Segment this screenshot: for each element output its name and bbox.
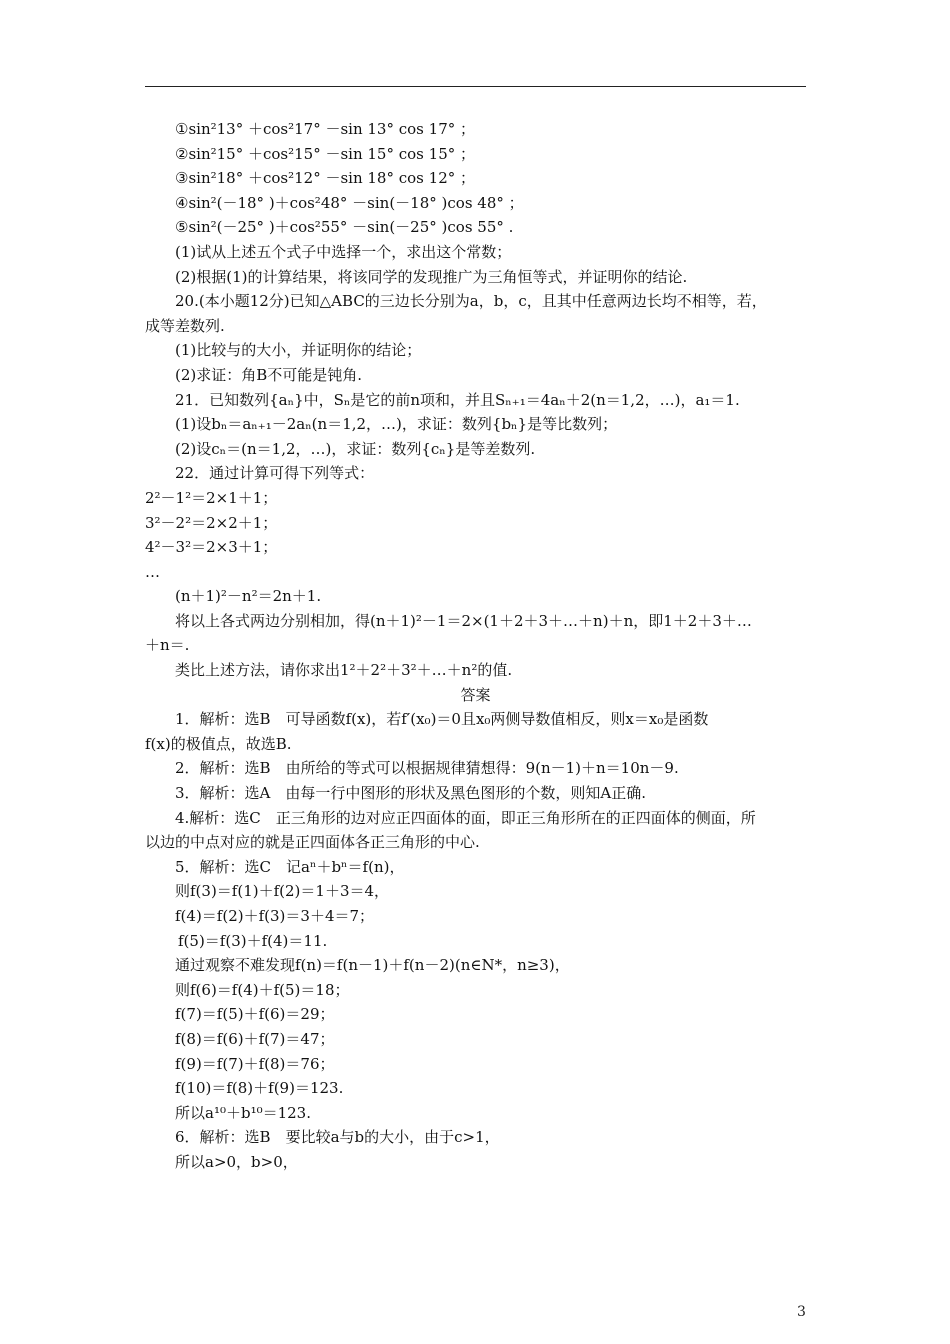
line-41: 所以a¹⁰＋b¹⁰＝123. xyxy=(175,1103,311,1122)
line-35: 通过观察不难发现f(n)＝f(n－1)＋f(n－2)(n∈N*，n≥3)， xyxy=(175,956,570,975)
line-5: ⑤sin²(－25° )＋cos²55° －sin(－25° )cos 55° . xyxy=(175,218,514,237)
line-16: 2²－1²＝2×1＋1； xyxy=(145,488,278,507)
line-4: ④sin²(－18° )＋cos²48° －sin(－18° )cos 48° ； xyxy=(175,193,524,212)
header-rule xyxy=(145,86,806,87)
line-33: f(4)＝f(2)＋f(3)＝3＋4＝7； xyxy=(175,907,375,925)
answers-heading: 答案 xyxy=(460,685,491,704)
line-23: 类比上述方法，请你求出1²＋2²＋3²＋…＋n²的值. xyxy=(175,661,513,680)
line-22: ＋n＝. xyxy=(145,636,190,655)
line-18: 4²－3²＝2×3＋1； xyxy=(145,538,278,557)
line-20: (n＋1)²－n²＝2n＋1. xyxy=(175,587,322,606)
line-10: (1)比较与的大小，并证明你的结论； xyxy=(175,341,422,360)
line-6: (1)试从上述五个式子中选择一个，求出这个常数； xyxy=(175,242,512,261)
problem-21-title: 21．已知数列{aₙ}中，Sₙ是它的前n项和，并且Sₙ₊₁＝4aₙ＋2(n＝1,2，…)，a₁＝1. xyxy=(175,390,740,409)
answer-3: 3．解析：选A 由每一行中图形的形状及黑色图形的个数，则知A正确. xyxy=(175,784,646,803)
line-2: ②sin²15° ＋cos²15° －sin 15° cos 15° ； xyxy=(175,144,476,163)
line-38: f(8)＝f(6)＋f(7)＝47； xyxy=(175,1029,335,1048)
answer-6: 6．解析：选B 要比较a与b的大小，由于c>1， xyxy=(175,1128,500,1147)
line-1: ①sin²13° ＋cos²17° －sin 13° cos 17° ； xyxy=(175,120,476,138)
line-3: ③sin²18° ＋cos²12° －sin 18° cos 12° ； xyxy=(175,169,476,188)
line-26: f(x)的极值点，故选B. xyxy=(145,734,292,753)
problem-22-title: 22．通过计算可得下列等式： xyxy=(175,464,375,483)
page-content xyxy=(145,117,806,1175)
line-7: (2)根据(1)的计算结果，将该同学的发现推广为三角恒等式，并证明你的结论. xyxy=(175,267,688,286)
line-40: f(10)＝f(8)＋f(9)＝123. xyxy=(175,1079,344,1098)
line-17: 3²－2²＝2×2＋1； xyxy=(145,513,278,532)
line-32: 则f(3)＝f(1)＋f(2)＝1＋3＝4， xyxy=(175,882,390,901)
line-11: (2)求证：角B不可能是钝角. xyxy=(175,365,363,384)
page-number: 3 xyxy=(797,1304,806,1320)
line-34: f(5)＝f(3)＋f(4)＝11. xyxy=(178,931,328,950)
line-21: 将以上各式两边分别相加，得(n＋1)²－1＝2×(1＋2＋3＋…＋n)＋n，即1＋2＋3＋… xyxy=(175,611,752,630)
line-9: 成等差数列. xyxy=(145,316,225,335)
answer-2: 2．解析：选B 由所给的等式可以根据规律猜想得：9(n－1)＋n＝10n－9. xyxy=(175,759,679,778)
answer-4: 4.解析：选C 正三角形的边对应正四面体的面，即正三角形所在的正四面体的侧面，所 xyxy=(175,808,756,827)
line-37: f(7)＝f(5)＋f(6)＝29； xyxy=(175,1005,335,1024)
answer-5: 5．解析：选C 记aⁿ＋bⁿ＝f(n)， xyxy=(175,857,405,876)
line-13: (1)设bₙ＝aₙ₊₁－2aₙ(n＝1,2，…)，求证：数列{bₙ}是等比数列； xyxy=(175,415,618,434)
line-19: … xyxy=(145,562,160,581)
answer-1: 1．解析：选B 可导函数f(x)，若f′(x₀)＝0且x₀两侧导数值相反，则x＝x₀是函数 xyxy=(175,710,709,729)
line-39: f(9)＝f(7)＋f(8)＝76； xyxy=(175,1054,335,1073)
problem-20-title: 20.(本小题12分)已知△ABC的三边长分别为a，b，c，且其中任意两边长均不相等，若， xyxy=(175,292,767,311)
line-30: 以边的中点对应的就是正四面体各正三角形的中心. xyxy=(145,833,480,852)
line-43: 所以a>0，b>0， xyxy=(175,1152,298,1171)
line-14: (2)设cₙ＝(n＝1,2，…)，求证：数列{cₙ}是等差数列. xyxy=(175,439,536,458)
line-36: 则f(6)＝f(4)＋f(5)＝18； xyxy=(175,980,350,999)
